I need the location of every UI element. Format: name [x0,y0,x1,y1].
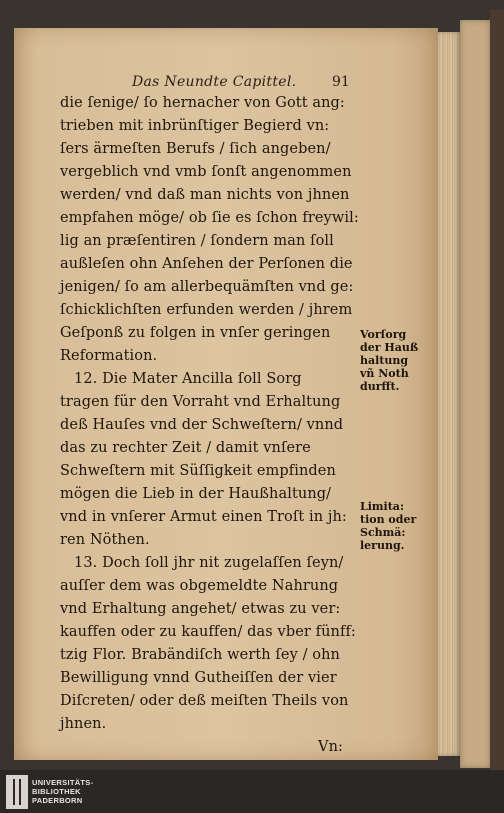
running-title: Das Neundte Capittel. [132,74,297,90]
margin-note-line: lerung. [360,539,405,552]
text-line: trieben mit inbrünſtiger Begierd vn: [60,118,330,134]
text-line: werden/ vnd daß man nichts von jhnen [60,187,350,203]
text-line: auſſer dem was obgemeldte Nahrung [60,578,339,594]
book-page [14,28,438,760]
margin-note-line: Schmä: [360,526,406,539]
text-line: vnd in vnſerer Armut einen Troſt in jh: [60,509,347,525]
text-line: ren Nöthen. [60,532,150,548]
page-number: 91 [332,74,350,90]
text-line: ſchicklichſten erfunden werden / jhrem [60,302,353,318]
body-text [60,92,360,759]
text-line: das zu rechter Zeit / damit vnſere [60,440,311,456]
library-logo-icon [6,775,28,809]
text-line: 13. Doch ſoll jhr nit zugelaſſen ſeyn/ [74,555,344,571]
logo-line: BIBLIOTHEK [32,787,81,796]
text-line: ſers ärmeſten Berufs / ſich angeben/ [60,141,331,157]
margin-note-line: durfft. [360,380,400,393]
library-logo-text [32,778,93,805]
text-line: jhnen. [60,716,107,732]
margin-note-line: Vorſorg [360,328,407,341]
text-line: 12. Die Mater Ancilla ſoll Sorg [74,371,302,387]
margin-note-line: Limita: [360,500,404,513]
text-line: die ſenige/ ſo hernacher von Gott ang: [60,95,345,111]
margin-note-line: haltung [360,354,409,367]
text-line: Geſponß zu folgen in vnſer geringen [60,325,331,341]
text-line: Schweſtern mit Süſſigkeit empfinden [60,463,336,479]
catchword: Vn: [318,739,343,755]
text-line: lig an præſentiren / ſondern man ſoll [60,233,334,249]
page-edges [438,32,460,756]
text-line: vergeblich vnd vmb ſonſt angenommen [60,164,352,180]
margin-note-line: tion oder [360,513,417,526]
text-line: empfahen möge/ ob ſie es ſchon freywil: [60,210,359,226]
text-line: tzig Flor. Brabändiſch werth ſey / ohn [60,647,340,663]
margin-note-line: vñ Noth [360,367,409,380]
book-cover [460,20,490,768]
text-line: deß Hauſes vnd der Schweſtern/ vnnd [60,417,344,433]
text-line: Bewilligung vnnd Gutheiſſen der vier [60,670,337,686]
logo-line: UNIVERSITÄTS- [32,778,94,787]
text-line: Reformation. [60,348,158,364]
text-line: tragen für den Vorraht vnd Erhaltung [60,394,341,410]
logo-line: PADERBORN [32,796,83,805]
text-line: jenigen/ ſo am allerbequämſten vnd ge: [60,279,354,295]
text-line: vnd Erhaltung angehet/ etwas zu ver: [60,601,341,617]
margin-note-line: der Hauß [360,341,419,354]
margin-note-provision [360,328,430,393]
book-cover-edge [490,10,504,770]
text-line: außleſen ohn Anſehen der Perſonen die [60,256,353,272]
text-line: kauffen oder zu kauffen/ das vber fünff: [60,624,356,640]
text-line: Diſcreten/ oder deß meiſten Theils von [60,693,349,709]
text-line: mögen die Lieb in der Haußhaltung/ [60,486,332,502]
margin-note-limitation [360,500,430,552]
